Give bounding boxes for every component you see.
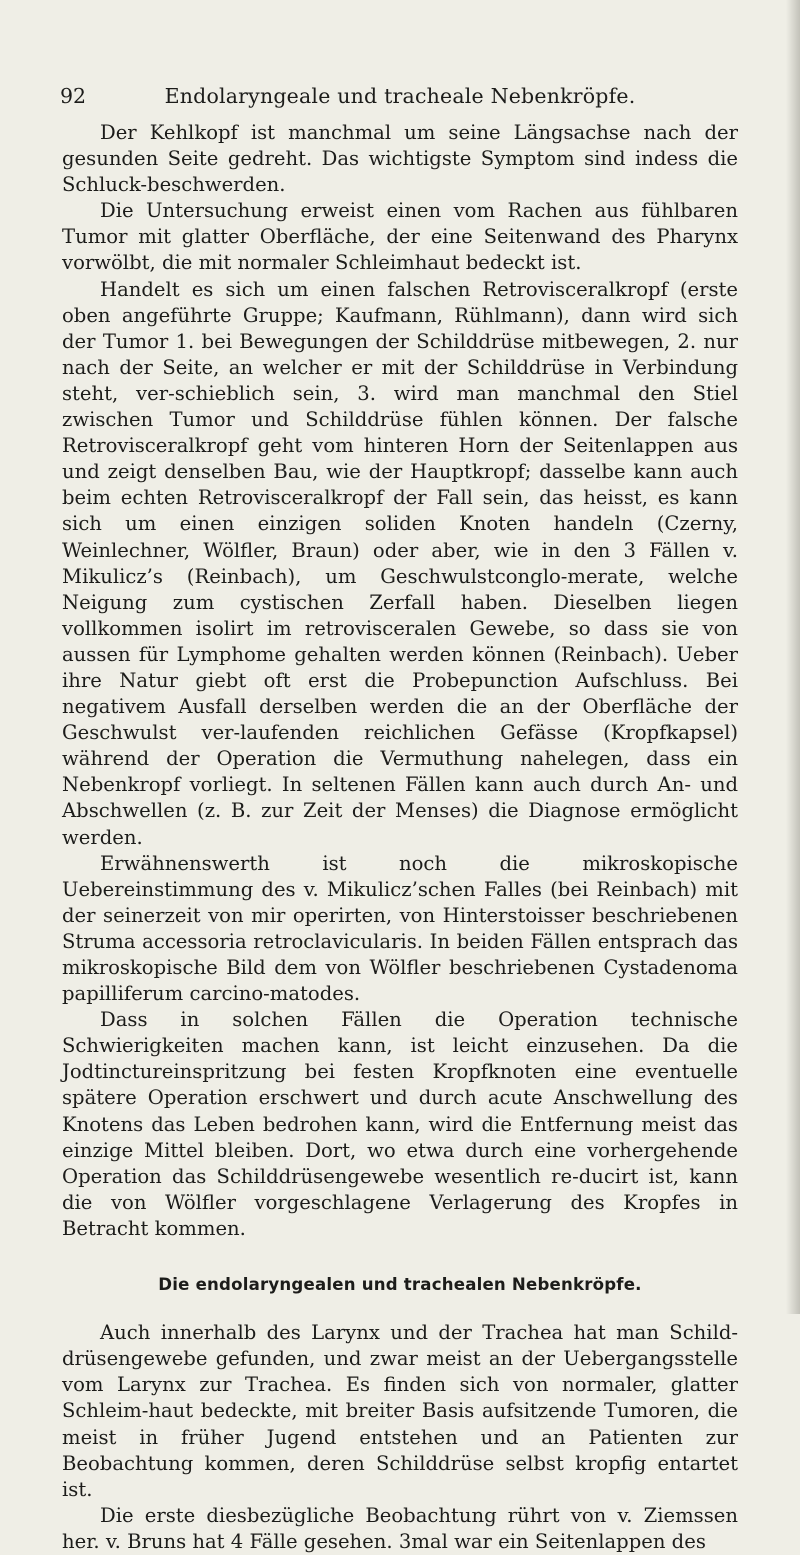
page-edge-shadow [786,0,800,1314]
body-text [62,120,738,1555]
paragraph: Die Untersuchung erweist einen vom Rachen aus fühlbaren Tumor mit glatter Oberfläche, der eine Seitenwand des Pharynx vorwölbt, die mit normaler Schleimhaut bedeckt ist. [62,199,738,275]
running-title: Endolaryngeale und tracheale Nebenkröpfe. [164,84,636,108]
paragraph: Der Kehlkopf ist manchmal um seine Längsachse nach der gesunden Seite gedreht. Das wichtigste Symptom sind indess die Schluck-beschwerden. [62,121,738,197]
paragraph: Erwähnenswerth ist noch die mikroskopische Uebereinstimmung des v. Mikulicz’schen Falles (bei Reinbach) mit der seinerzeit von mir operirten, von Hinterstoisser beschriebenen Struma accessoria retroclavicularis. In beiden Fällen entsprach das mikroskopische Bild dem von Wölfler beschriebenen Cystadenoma papilliferum carcino-matodes. [62,851,738,1006]
paragraph: Die erste diesbezügliche Beobachtung rührt von v. Ziemssen her. v. Bruns hat 4 Fälle gesehen. 3mal war ein Seitenlappen des [62,1503,738,1553]
page-number: 92 [60,84,87,108]
paragraph: Handelt es sich um einen falschen Retrovisceralkropf (erste oben angeführte Gruppe; Kaufmann, Rühlmann), dann wird sich der Tumor 1. bei Bewegungen der Schilddrüse mitbewegen, 2. nur nach der Seite, an welcher er mit der Schilddrüse in Verbindung steht, ver-schieblich sein, 3. wird man manchmal den Stiel zwischen Tumor und Schilddrüse fühlen können. Der falsche Retrovisceralkropf geht vom hinteren Horn der Seitenlappen aus und zeigt denselben Bau, wie der Hauptkropf; dasselbe kann auch beim echten Retrovisceralkropf der Fall sein, das heisst, es kann sich um einen einzigen soliden Knoten handeln (Czerny, Weinlechner, Wölfler, Braun) oder aber, wie in den 3 Fällen v. Mikulicz’s (Reinbach), um Geschwulstconglo-merate, welche Neigung zum cystischen Zerfall haben. Dieselben liegen vollkommen isolirt im retrovisceralen Gewebe, so dass sie von aussen für Lymphome gehalten werden können (Reinbach). Ueber ihre Natur giebt oft erst die Probepunction Aufschluss. Bei negativem Ausfall derselben werden die an der Oberfläche der Geschwulst ver-laufenden reichlichen Gefässe (Kropfkapsel) während der Operation die Vermuthung nahelegen, dass ein Nebenkropf vorliegt. In seltenen Fällen kann auch durch An- und Abschwellen (z. B. zur Zeit der Menses) die Diagnose ermöglicht werden. [62,277,738,849]
page-header [60,74,740,114]
section-heading: Die endolaryngealen und trachealen Nebenkröpfe. [158,1275,642,1295]
paragraph: Dass in solchen Fällen die Operation technische Schwierigkeiten machen kann, ist leicht einzusehen. Da die Jodtinctureinspritzung bei festen Kropfknoten eine eventuelle spätere Operation erschwert und durch acute Anschwellung des Knotens das Leben bedrohen kann, wird die Entfernung meist das einzige Mittel bleiben. Dort, wo etwa durch eine vorhergehende Operation das Schilddrüsengewebe wesentlich re-ducirt ist, kann die von Wölfler vorgeschlagene Verlagerung des Kropfes in Betracht kommen. [62,1008,738,1240]
paragraph: Auch innerhalb des Larynx und der Trachea hat man Schild-drüsengewebe gefunden, und zwar meist an der Uebergangsstelle vom Larynx zur Trachea. Es finden sich von normaler, glatter Schleim-haut bedeckte, mit breiter Basis aufsitzende Tumoren, die meist in früher Jugend entstehen und an Patienten zur Beobachtung kommen, deren Schilddrüse selbst kropfig entartet ist. [62,1321,738,1501]
